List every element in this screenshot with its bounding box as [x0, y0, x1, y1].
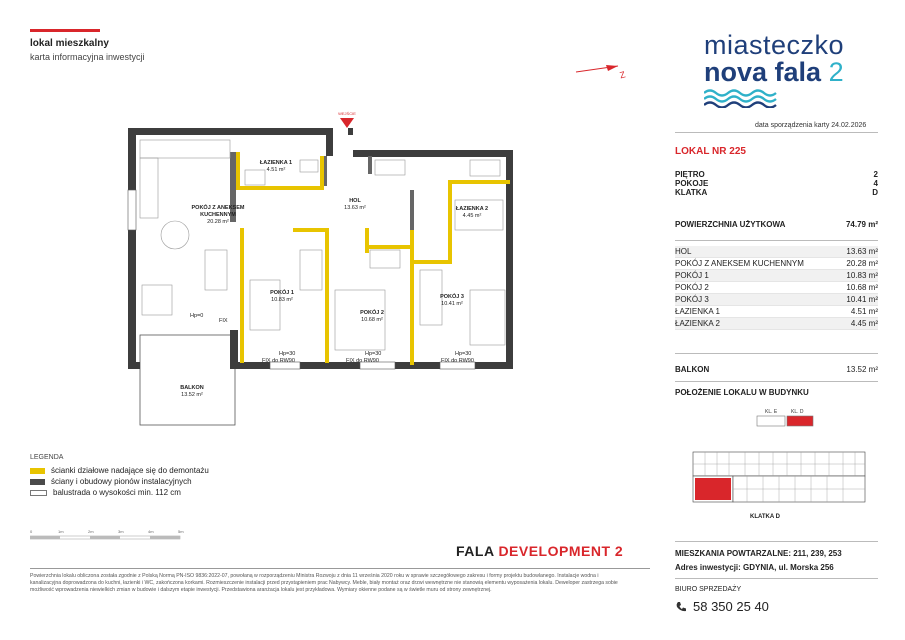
lokal-title: LOKAL NR 225: [675, 146, 746, 157]
brand-line2: nova fala 2: [704, 57, 844, 87]
room-label-lazienka1: ŁAZIENKA 1 4.51 m²: [259, 160, 293, 173]
phone-icon: [675, 601, 687, 613]
kl-d-box: [787, 416, 813, 426]
phone-row[interactable]: [675, 599, 769, 614]
svg-text:1m: 1m: [58, 529, 64, 534]
plan-fix-rw-3: FIX do RW90: [441, 358, 474, 364]
scale-bar: [30, 528, 190, 546]
plan-hp30-3: Hp=30: [455, 351, 472, 357]
divider-sales: [675, 578, 878, 579]
brand-logo: [704, 32, 874, 108]
plan-fix-rw-1: FIX do RW90: [262, 358, 295, 364]
legend: [30, 465, 209, 498]
brand-line1: miasteczko: [704, 30, 845, 60]
demolition-walls: [236, 152, 510, 365]
room-label-pokoj2: POKÓJ 2 10.68 m²: [360, 310, 384, 323]
svg-text:3m: 3m: [118, 529, 124, 534]
footer-disclaimer: Powierzchnia lokalu obliczona została zgodnie z Polską Normą PN-ISO 9836:2022-07, powołaną w rozporządzeniu Ministra Rozwoju z dnia 11 września 2020 roku w sprawie szczegółowego zakresu i formy projektu budowlanego. Instalacje wodna i kanalizacyjna doprowadzona do kuchni, łazienki i WC, zakończona korkami. Rozmieszczenie instalacji przed przystąpieniem prac Nabywcy. Meble, biały montaż oraz drzwi wewnętrzne nie stanowią elementu wyposażenia lokalu. Deweloper zastrzega sobie możliwość wprowadzenia niewielkich zmian w budowie i dalszym etapie inwestycji. Przedstawiona aranżacja lokalu jest przykładowa. Wymiary okienne podane są w świetle muru od strony zewnętrznej.: [30, 573, 618, 594]
balcony-outline: [140, 335, 235, 425]
room-label-lazienka2: ŁAZIENKA 2 4.45 m²: [455, 206, 489, 219]
table-row: POKÓJ 3 10.41 m²: [675, 295, 878, 304]
plan-hp-label: Hp=0: [190, 313, 204, 319]
table-row: HOL 13.63 m²: [675, 247, 878, 256]
divider-balcony: [675, 353, 878, 354]
divider-position: [675, 381, 878, 382]
divider-bottom: [675, 541, 878, 542]
repeat-apartments: MIESZKANIA POWTARZALNE: 211, 239, 253: [675, 549, 842, 558]
info-staircase: KLATKA D: [675, 188, 878, 197]
developer-logo: FALA DEVELOPMENT 2: [456, 543, 624, 559]
building-position-map: [675, 404, 878, 524]
table-row: POKÓJ Z ANEKSEM KUCHENNYM 20.28 m²: [675, 259, 878, 268]
info-rooms: POKOJE 4: [675, 179, 878, 188]
room-label-pokoj3: POKÓJ 3 10.41 m²: [440, 294, 464, 307]
svg-text:5m: 5m: [178, 529, 184, 534]
divider-footer: [30, 568, 650, 569]
north-arrow-icon: [572, 58, 632, 83]
entrance-label: WEJŚCIE: [338, 111, 356, 116]
divider-area: [675, 240, 878, 241]
rooms-table: [675, 246, 878, 330]
legend-swatch-dark: [30, 479, 45, 485]
table-row: ŁAZIENKA 1 4.51 m²: [675, 307, 878, 316]
info-floor: PIĘTRO 2: [675, 170, 878, 179]
header-accent-bar: [30, 29, 100, 32]
klatka-label: KLATKA D: [750, 514, 780, 520]
kl-e-box: [757, 416, 785, 426]
balcony-row: BALKON 13.52 m²: [675, 365, 878, 374]
date-label: data sporządzenia karty 24.02.2026: [755, 122, 867, 129]
room-label-hol: HOL 13.63 m²: [344, 198, 366, 211]
svg-text:2m: 2m: [88, 529, 94, 534]
phone-number[interactable]: 58 350 25 40: [693, 599, 769, 614]
room-label-kuchnia: POKÓJ Z ANEKSEM KUCHENNYM 20.28 m²: [191, 205, 245, 225]
plan-fix-rw-2: FIX do RW90: [346, 358, 379, 364]
legend-swatch-white: [30, 490, 47, 496]
waves-icon: [704, 88, 780, 108]
plan-fix-label: FIX: [219, 318, 228, 324]
room-label-pokoj1: POKÓJ 1 10.83 m²: [270, 290, 294, 303]
kl-e-label: KL. E: [765, 409, 778, 415]
kl-d-label: KL. D: [791, 409, 804, 415]
position-label: POŁOŻENIE LOKALU W BUDYNKU: [675, 388, 809, 397]
legend-swatch-yellow: [30, 468, 45, 474]
table-row: ŁAZIENKA 2 4.45 m²: [675, 319, 878, 328]
legend-title: LEGENDA: [30, 454, 64, 461]
room-label-balkon: BALKON 13.52 m²: [180, 385, 204, 398]
page-subtitle: karta informacyjna inwestycji: [30, 52, 145, 62]
apartment-highlight: [695, 478, 731, 500]
legend-item: ściany i obudowy pionów instalacyjnych: [30, 476, 209, 487]
page-title: lokal mieszkalny: [30, 38, 109, 49]
sales-label: BIURO SPRZEDAŻY: [675, 586, 742, 593]
floor-plan: [110, 110, 540, 430]
svg-text:4m: 4m: [148, 529, 154, 534]
lokal-info: [675, 170, 878, 197]
divider-top: [675, 132, 878, 133]
table-row: POKÓJ 1 10.83 m²: [675, 271, 878, 280]
table-row: POKÓJ 2 10.68 m²: [675, 283, 878, 292]
usable-area: POWIERZCHNIA UŻYTKOWA 74.79 m²: [675, 220, 878, 229]
legend-item: ścianki działowe nadające się do demontażu: [30, 465, 209, 476]
plan-hp30-1: Hp=30: [279, 351, 296, 357]
svg-text:Z: Z: [618, 69, 627, 81]
plan-hp30-2: Hp=30: [365, 351, 382, 357]
investment-address: Adres inwestycji: GDYNIA, ul. Morska 256: [675, 563, 834, 572]
legend-item: balustrada o wysokości min. 112 cm: [30, 487, 209, 498]
entrance-icon: [340, 118, 354, 128]
svg-text:0: 0: [30, 529, 33, 534]
